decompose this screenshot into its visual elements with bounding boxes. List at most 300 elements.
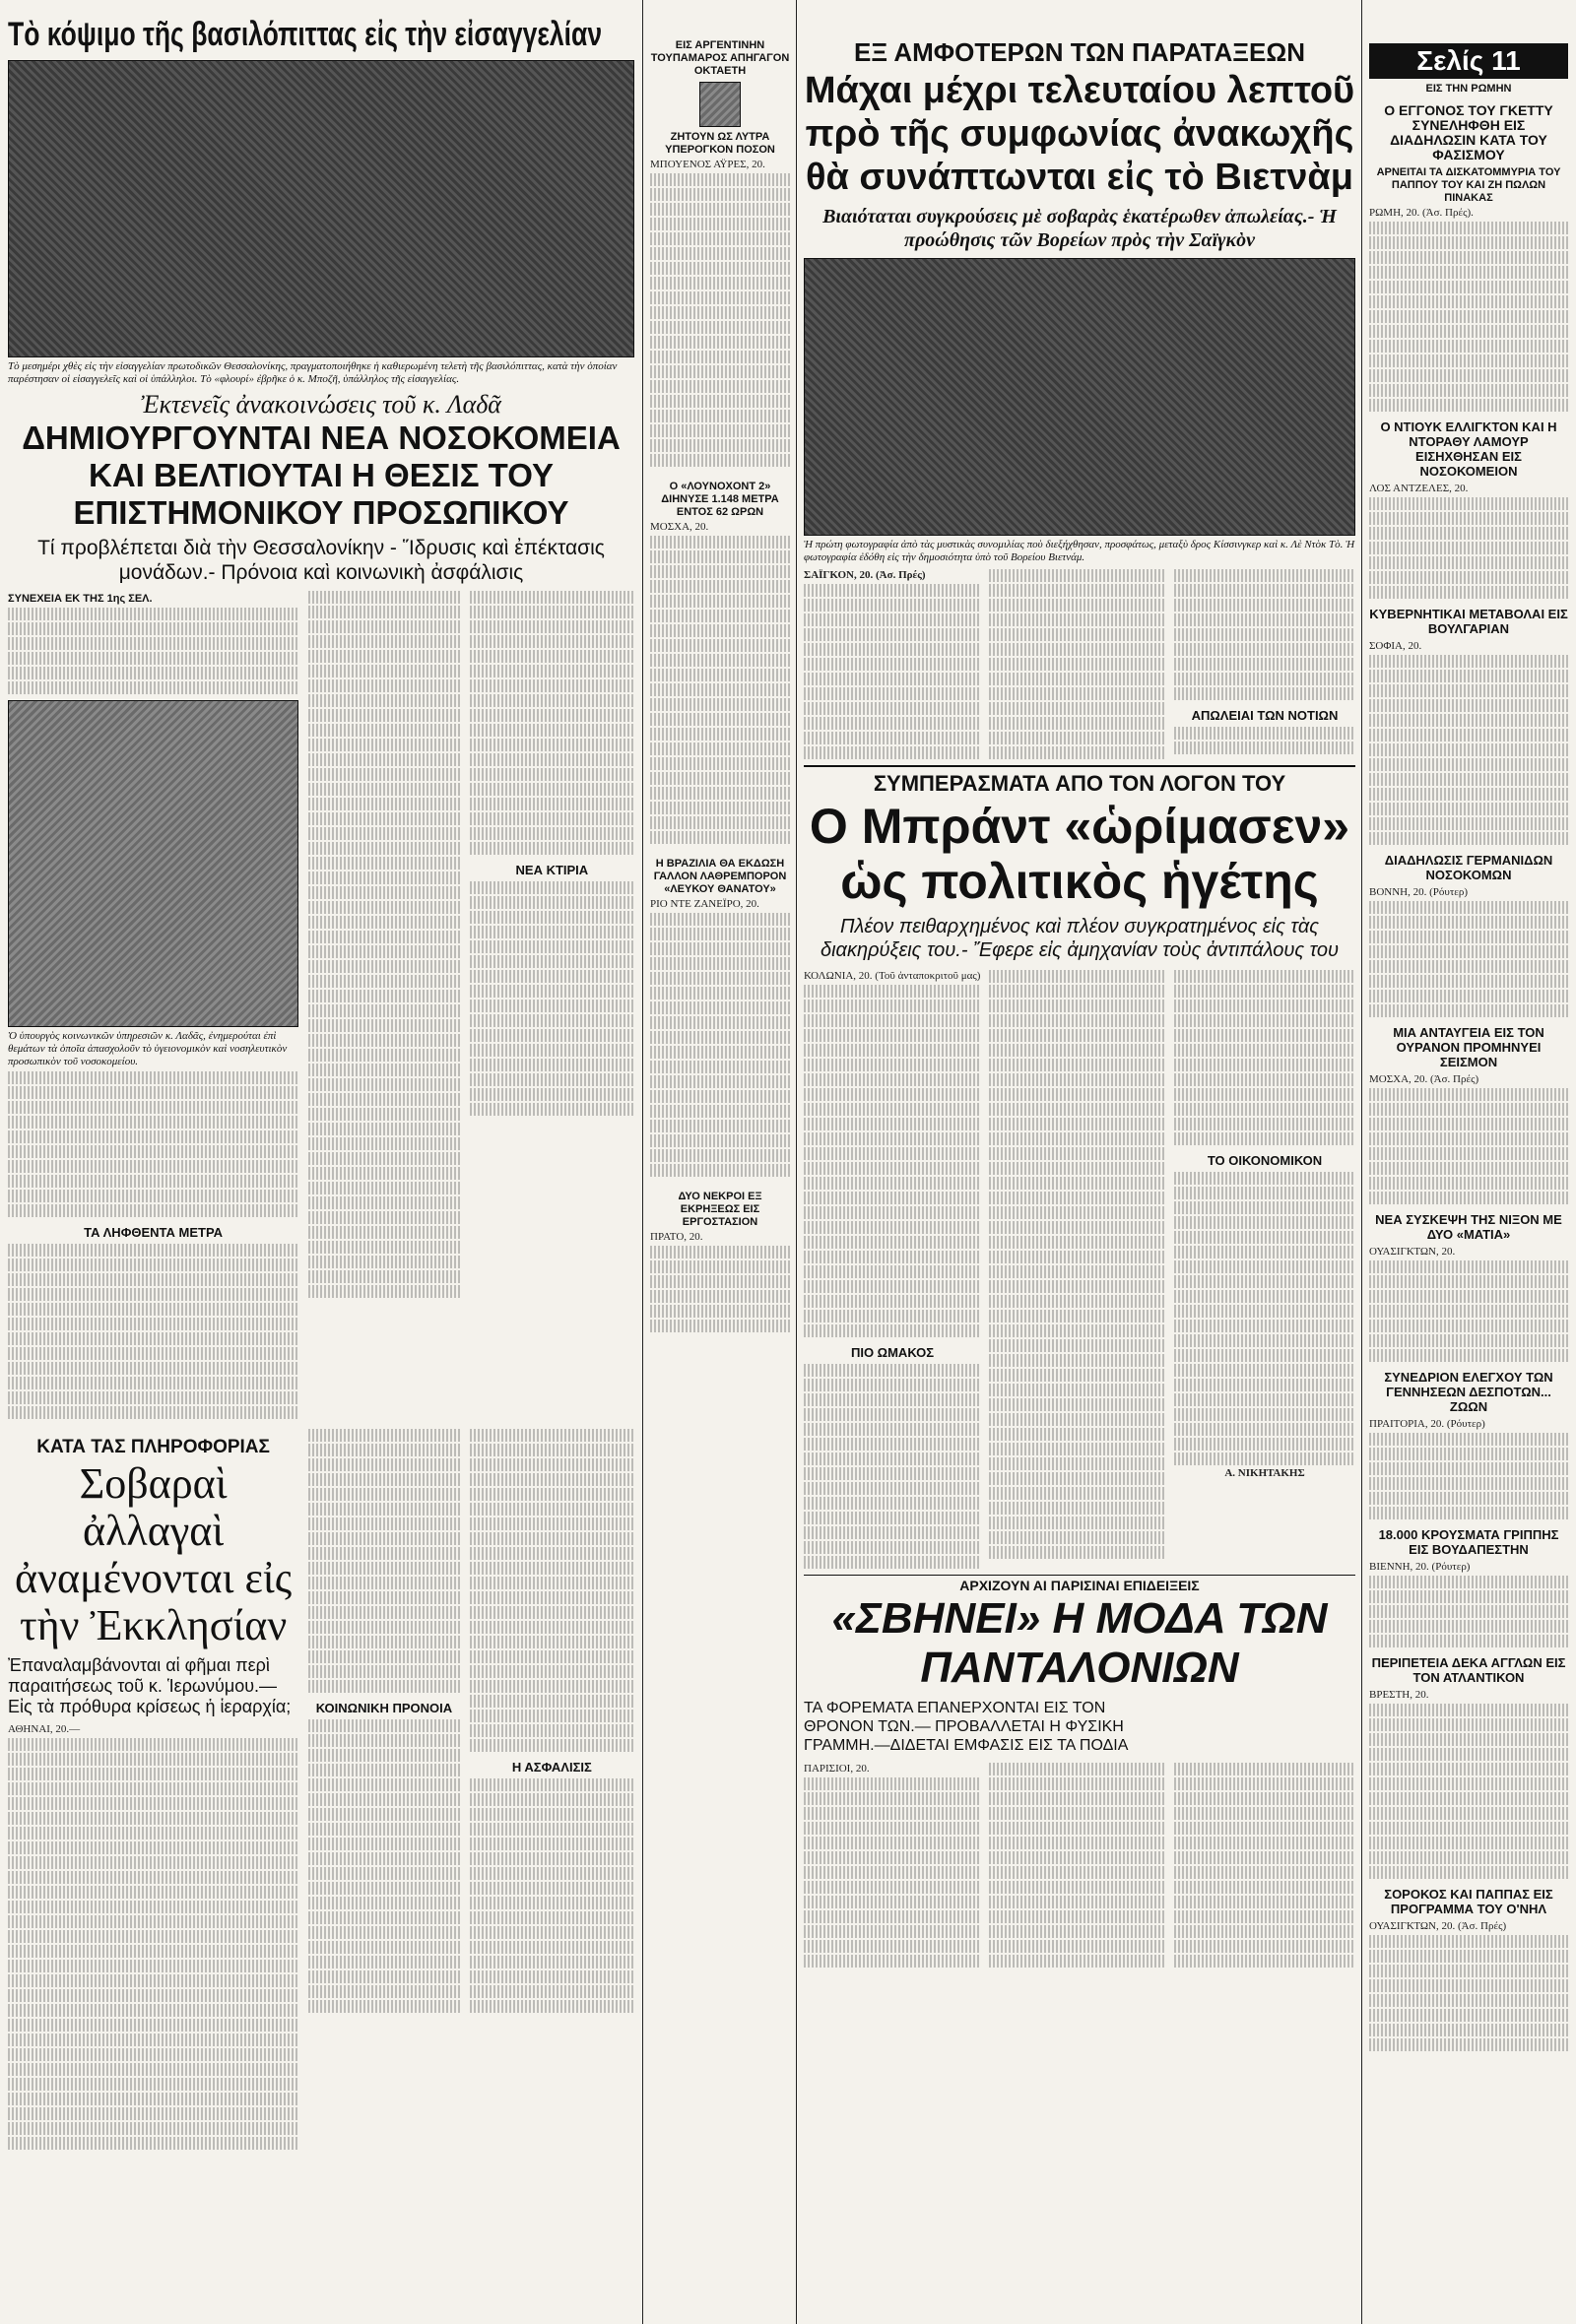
body-text-line: [1174, 1044, 1355, 1057]
body-text-line: [650, 351, 790, 363]
body-text-line: [650, 1134, 790, 1147]
body-text-line: [650, 728, 790, 741]
body-text-line: [1174, 1103, 1355, 1116]
body-text-line: [308, 1196, 460, 1209]
body-text-line: [470, 606, 634, 618]
body-text-line: [8, 1827, 298, 1840]
body-text-line: [8, 1259, 298, 1271]
body-text-line: [1369, 1866, 1568, 1879]
body-text-line: [8, 1989, 298, 2002]
flu-headline: 18.000 ΚΡΟΥΣΜΑΤΑ ΓΡΙΠΠΗΣ ΕΙΣ ΒΟΥΔΑΠΕΣΤΗΝ: [1378, 1527, 1559, 1557]
body-text-line: [804, 1925, 981, 1938]
body-text-line: [650, 1061, 790, 1073]
body-text-line: [1174, 1260, 1355, 1273]
body-text-line: [1174, 1231, 1355, 1244]
body-text-line: [989, 1502, 1166, 1515]
body-text-line: [650, 802, 790, 814]
body-text-line: [989, 687, 1166, 700]
body-text-line: [308, 798, 460, 810]
body-text-line: [804, 1408, 981, 1421]
flu-dateline: ΒΙΕΝΝΗ, 20. (Ρόυτερ): [1369, 1561, 1471, 1573]
body-text-line: [1174, 1334, 1355, 1347]
body-text-line: [308, 1749, 460, 1762]
south-losses-subhead: ΑΠΩΛΕΙΑΙ ΤΩΝ ΝΟΤΙΩΝ: [1191, 708, 1339, 723]
body-text-line: [650, 1260, 790, 1273]
body-text-line: [8, 1175, 298, 1188]
fashion-deck: ΤΑ ΦΟΡΕΜΑΤΑ ΕΠΑΝΕΡΧΟΝΤΑΙ ΕΙΣ ΤΟΝ ΘΡΟΝΟΝ ΤΩΝ.— ΠΡΟΒΑΛΛΕΤΑΙ Η ΦΥΣΙΚΗ ΓΡΑΜΜΗ.—ΔΙΔΕΤΑΙ ΕΜΦΑΣΙΣ ΕΙΣ ΤΑ ΠΟΔΙΑ: [804, 1700, 1129, 1754]
body-text-line: [1369, 236, 1568, 249]
body-text-line: [470, 1650, 634, 1663]
body-text-line: [470, 985, 634, 998]
body-text-line: [804, 732, 981, 744]
body-text-line: [650, 580, 790, 593]
body-text-line: [1369, 1822, 1568, 1835]
body-text-line: [308, 1004, 460, 1017]
body-text-line: [989, 1088, 1166, 1101]
bulgaria-dateline: ΣΟΦΙΑ, 20.: [1369, 640, 1422, 652]
body-text-line: [804, 1251, 981, 1263]
body-text-line: [308, 1956, 460, 1969]
body-text-line: [804, 1103, 981, 1116]
body-text-line: [308, 1473, 460, 1486]
body-text-line: [804, 1807, 981, 1820]
body-text-line: [804, 1837, 981, 1849]
body-text-line: [1369, 1748, 1568, 1761]
body-text-line: [1369, 1635, 1568, 1647]
body-text-line: [470, 635, 634, 648]
body-text-line: [989, 702, 1166, 715]
body-text-line: [1174, 1132, 1355, 1145]
body-text-line: [989, 1147, 1166, 1160]
body-text-line: [308, 1764, 460, 1776]
body-text-line: [650, 410, 790, 422]
body-text-line: [8, 1288, 298, 1301]
body-text-line: [804, 1236, 981, 1249]
body-text-line: [308, 931, 460, 943]
body-text-line: [8, 2107, 298, 2120]
body-text-line: [1369, 1477, 1568, 1490]
body-text-line: [804, 1482, 981, 1495]
body-text-line: [470, 665, 634, 678]
body-text-line: [1369, 714, 1568, 727]
body-text-line: [650, 550, 790, 563]
body-text-line: [308, 842, 460, 855]
body-text-line: [8, 681, 298, 694]
brazil-dateline: ΡΙΟ ΝΤΕ ΖΑΝΕΪΡΟ, 20.: [650, 898, 759, 910]
body-text-line: [989, 1265, 1166, 1278]
body-text-line: [804, 717, 981, 730]
body-text-line: [470, 1665, 634, 1678]
body-text-line: [650, 1305, 790, 1318]
body-text-line: [8, 1362, 298, 1375]
body-text-line: [308, 591, 460, 604]
body-text-line: [308, 1867, 460, 1880]
atlantic-dateline: ΒΡΕΣΤΗ, 20.: [1369, 1689, 1429, 1701]
body-text-line: [1174, 643, 1355, 656]
body-text-line: [1369, 1605, 1568, 1618]
body-text-line: [308, 635, 460, 648]
body-text-line: [650, 218, 790, 230]
body-text-line: [1369, 1260, 1568, 1273]
body-text-line: [650, 595, 790, 608]
body-text-line: [804, 1792, 981, 1805]
body-text-line: [1174, 1851, 1355, 1864]
body-text-line: [804, 1265, 981, 1278]
body-text-line: [804, 1777, 981, 1790]
body-text-line: [1369, 1763, 1568, 1775]
body-text-line: [1369, 975, 1568, 988]
body-text-line: [989, 658, 1166, 671]
body-text-line: [804, 628, 981, 641]
body-text-line: [989, 1428, 1166, 1441]
body-text-line: [989, 1103, 1166, 1116]
body-text-line: [308, 2000, 460, 2013]
body-text-line: [8, 1204, 298, 1217]
body-text-line: [308, 1926, 460, 1939]
body-text-line: [308, 1049, 460, 1062]
body-text-line: [8, 2063, 298, 2076]
body-text-line: [650, 565, 790, 578]
body-text-line: [804, 1556, 981, 1569]
body-text-line: [308, 1985, 460, 1998]
insurance-subhead: Η ΑΣΦΑΛΙΣΙΣ: [511, 1760, 592, 1775]
body-text-line: [470, 1695, 634, 1708]
getty-headline: Ο ΕΓΓΟΝΟΣ ΤΟΥ ΓΚΕΤΤΥ ΣΥΝΕΛΗΦΘΗ ΕΙΣ ΔΙΑΔΗΛΩΣΙΝ ΚΑΤΑ ΤΟΥ ΦΑΣΙΣΜΟΥ: [1384, 102, 1553, 162]
body-text-line: [1174, 1837, 1355, 1849]
body-text-line: [470, 1429, 634, 1442]
body-text-line: [308, 1532, 460, 1545]
body-text-line: [470, 1621, 634, 1634]
body-text-line: [8, 2093, 298, 2105]
body-text-line: [470, 1073, 634, 1086]
body-text-line: [804, 1541, 981, 1554]
body-text-line: [989, 1398, 1166, 1411]
body-text-line: [308, 1591, 460, 1604]
body-text-line: [1369, 1965, 1568, 1977]
body-text-line: [470, 1838, 634, 1850]
body-text-line: [1369, 916, 1568, 929]
continued-label: ΣΥΝΕΧΕΙΑ ΕΚ ΤΗΣ 1ης ΣΕΛ.: [8, 593, 153, 606]
body-text-line: [804, 1206, 981, 1219]
body-text-line: [989, 1029, 1166, 1042]
body-text-line: [804, 658, 981, 671]
body-text-line: [308, 1680, 460, 1693]
body-text-line: [650, 306, 790, 319]
body-text-line: [989, 1777, 1166, 1790]
body-text-line: [1174, 1955, 1355, 1968]
animal-births-dateline: ΠΡΑΙΤΟΡΙΑ, 20. (Ρόυτερ): [1369, 1418, 1485, 1430]
body-text-line: [470, 1103, 634, 1116]
body-text-line: [8, 637, 298, 650]
page-number-label: Σελίς 11: [1369, 43, 1568, 79]
body-text-line: [804, 1423, 981, 1436]
body-text-line: [1369, 571, 1568, 584]
body-text-line: [8, 1190, 298, 1202]
body-text-line: [470, 1517, 634, 1530]
body-text-line: [1369, 1492, 1568, 1505]
column-rule: [642, 0, 643, 2324]
body-text-line: [650, 683, 790, 696]
body-text-line: [308, 1547, 460, 1560]
body-text-line: [8, 1841, 298, 1854]
argentina-dateline: ΜΠΟΥΕΝΟΣ ΑΫΡΕΣ, 20.: [650, 159, 765, 170]
body-text-line: [308, 1838, 460, 1850]
body-text-line: [308, 1226, 460, 1239]
body-text-line: [8, 1871, 298, 1884]
church-headline: Σοβαραὶ ἀλλαγαὶ ἀναμένονται εἰς τὴν Ἐκκλησίαν: [15, 1459, 293, 1650]
body-text-line: [1369, 990, 1568, 1002]
body-text-line: [470, 812, 634, 825]
body-text-line: [650, 654, 790, 667]
brandt-byline: Α. ΝΙΚΗΤΑΚΗΣ: [1224, 1467, 1305, 1479]
body-text-line: [470, 1044, 634, 1057]
body-text-line: [804, 1310, 981, 1323]
body-text-line: [1369, 355, 1568, 367]
body-text-line: [989, 746, 1166, 759]
body-text-line: [308, 1285, 460, 1298]
body-text-line: [1174, 1029, 1355, 1042]
body-text-line: [650, 380, 790, 393]
body-text-line: [650, 1275, 790, 1288]
body-text-line: [989, 1354, 1166, 1367]
body-text-line: [650, 1075, 790, 1088]
body-text-line: [650, 1149, 790, 1162]
body-text-line: [308, 650, 460, 663]
body-text-line: [1369, 788, 1568, 801]
body-text-line: [470, 1926, 634, 1939]
body-text-line: [470, 1503, 634, 1516]
body-text-line: [650, 365, 790, 378]
body-text-line: [1369, 1320, 1568, 1332]
body-text-line: [1369, 325, 1568, 338]
body-text-line: [1369, 699, 1568, 712]
body-text-line: [1369, 2024, 1568, 2036]
body-text-line: [650, 913, 790, 926]
body-text-line: [1174, 673, 1355, 685]
body-text-line: [989, 613, 1166, 626]
body-text-line: [804, 1147, 981, 1160]
body-text-line: [650, 321, 790, 334]
body-text-line: [650, 942, 790, 955]
fashion-kicker: ΑΡΧΙΖΟΥΝ ΑΙ ΠΑΡΙΣΙΝΑΙ ΕΠΙΔΕΙΞΕΙΣ: [959, 1578, 1200, 1593]
brandt-kicker: ΣΥΜΠΕΡΑΣΜΑΤΑ ΑΠΟ ΤΟΝ ΛΟΓΟΝ ΤΟΥ: [873, 771, 1286, 796]
body-text-line: [308, 1241, 460, 1254]
body-text-line: [989, 1251, 1166, 1263]
body-text-line: [8, 1273, 298, 1286]
body-text-line: [804, 1280, 981, 1293]
bulgaria-headline: ΚΥΒΕΡΝΗΤΙΚΑΙ ΜΕΤΑΒΟΛΑΙ ΕΙΣ ΒΟΥΛΓΑΡΙΑΝ: [1369, 607, 1568, 636]
body-text-line: [8, 1244, 298, 1257]
body-text-line: [1369, 266, 1568, 279]
body-text-line: [470, 724, 634, 737]
body-text-line: [1369, 1290, 1568, 1303]
body-text-line: [650, 816, 790, 829]
body-text-line: [1369, 1590, 1568, 1603]
body-text-line: [470, 896, 634, 909]
body-text-line: [308, 1882, 460, 1895]
body-text-line: [804, 1177, 981, 1190]
body-text-line: [989, 1162, 1166, 1175]
body-text-line: [1369, 1177, 1568, 1190]
body-text-line: [308, 1256, 460, 1268]
body-text-line: [804, 1029, 981, 1042]
body-text-line: [989, 1384, 1166, 1396]
body-text-line: [804, 1881, 981, 1894]
nixon-dateline: ΟΥΑΣΙΓΚΤΩΝ, 20.: [1369, 1246, 1456, 1258]
body-text-line: [308, 1458, 460, 1471]
body-text-line: [989, 717, 1166, 730]
basilopitta-headline: Τὸ κόψιμο τῆς βασιλόπιττας εἰς τὴν εἰσαγγελίαν: [8, 16, 603, 53]
body-text-line: [1174, 1910, 1355, 1923]
body-text-line: [650, 669, 790, 681]
body-text-line: [650, 424, 790, 437]
body-text-line: [308, 901, 460, 914]
body-text-line: [1369, 773, 1568, 786]
body-text-line: [989, 569, 1166, 582]
body-text-line: [650, 247, 790, 260]
body-text-line: [308, 990, 460, 1002]
body-text-line: [1369, 586, 1568, 599]
body-text-line: [1174, 1088, 1355, 1101]
body-text-line: [650, 987, 790, 1000]
body-text-line: [804, 1467, 981, 1480]
body-text-line: [1174, 658, 1355, 671]
body-text-line: [8, 1130, 298, 1143]
body-text-line: [1174, 1896, 1355, 1908]
body-text-line: [8, 1782, 298, 1795]
body-text-line: [8, 667, 298, 679]
body-text-line: [470, 911, 634, 924]
body-text-line: [8, 608, 298, 620]
body-text-line: [470, 827, 634, 840]
body-text-line: [470, 2000, 634, 2013]
body-text-line: [1369, 1103, 1568, 1116]
body-text-line: [804, 746, 981, 759]
body-text-line: [1369, 281, 1568, 293]
body-text-line: [804, 1192, 981, 1204]
body-text-line: [989, 599, 1166, 612]
body-text-line: [470, 798, 634, 810]
body-text-line: [804, 1512, 981, 1524]
body-text-line: [1369, 832, 1568, 845]
body-text-line: [1369, 1192, 1568, 1204]
body-text-line: [989, 1851, 1166, 1864]
body-text-line: [989, 1487, 1166, 1500]
body-text-line: [308, 783, 460, 796]
body-text-line: [470, 1473, 634, 1486]
vietnam-photo: [804, 258, 1355, 536]
body-text-line: [308, 620, 460, 633]
brandt-headline: Ο Μπράντ «ὡρίμασεν» ὡς πολιτικὸς ἡγέτης: [809, 799, 1350, 909]
body-text-line: [650, 928, 790, 940]
body-text-line: [804, 673, 981, 685]
body-text-line: [8, 1901, 298, 1913]
body-text-line: [989, 1192, 1166, 1204]
body-text-line: [650, 1290, 790, 1303]
body-text-line: [650, 536, 790, 549]
body-text-line: [989, 1236, 1166, 1249]
fashion-headline: «ΣΒΗΝΕΙ» Η ΜΟΔΑ ΤΩΝ ΠΑΝΤΑΛΟΝΙΩΝ: [831, 1594, 1328, 1692]
body-text-line: [8, 1318, 298, 1330]
body-text-line: [1174, 1393, 1355, 1406]
body-text-line: [1369, 2038, 1568, 2051]
body-text-line: [1174, 1423, 1355, 1436]
body-text-line: [1369, 1004, 1568, 1017]
body-text-line: [470, 1897, 634, 1909]
body-text-line: [308, 1897, 460, 1909]
body-text-line: [308, 1019, 460, 1032]
body-text-line: [308, 1941, 460, 1954]
body-text-line: [650, 772, 790, 785]
measures-subhead: ΤΑ ΛΗΦΘΕΝΤΑ ΜΕΤΡΑ: [84, 1225, 224, 1241]
body-text-line: [1369, 945, 1568, 958]
body-text-line: [470, 1823, 634, 1836]
body-text-line: [1369, 497, 1568, 510]
body-text-line: [804, 985, 981, 998]
body-text-line: [308, 872, 460, 884]
body-text-line: [8, 1377, 298, 1389]
body-text-line: [308, 1911, 460, 1924]
body-text-line: [470, 591, 634, 604]
body-text-line: [308, 1562, 460, 1575]
body-text-line: [804, 643, 981, 656]
body-text-line: [470, 768, 634, 781]
body-text-line: [989, 1339, 1166, 1352]
body-text-line: [989, 1000, 1166, 1012]
body-text-line: [989, 1546, 1166, 1559]
body-text-line: [989, 1014, 1166, 1027]
body-text-line: [1369, 1305, 1568, 1318]
body-text-line: [470, 1778, 634, 1791]
body-text-line: [1174, 628, 1355, 641]
economy-subhead: ΤΟ ΟΙΚΟΝΟΜΙΚΟΝ: [1207, 1153, 1323, 1168]
body-text-line: [650, 454, 790, 467]
body-text-line: [8, 1071, 298, 1084]
body-text-line: [1369, 527, 1568, 540]
body-text-line: [8, 1738, 298, 1751]
body-text-line: [470, 753, 634, 766]
body-text-line: [470, 1956, 634, 1969]
basilopitta-photo: [8, 60, 634, 357]
body-text-line: [308, 1734, 460, 1747]
body-text-line: [650, 787, 790, 800]
body-text-line: [470, 1680, 634, 1693]
body-text-line: [989, 1118, 1166, 1130]
body-text-line: [8, 1930, 298, 1943]
body-text-line: [989, 1177, 1166, 1190]
body-text-line: [650, 1090, 790, 1103]
welfare-subhead: ΚΟΙΝΩΝΙΚΗ ΠΡΟΝΟΙΑ: [315, 1701, 453, 1716]
body-text-line: [650, 831, 790, 844]
body-text-line: [470, 739, 634, 751]
body-text-line: [470, 1029, 634, 1042]
body-text-line: [989, 1132, 1166, 1145]
body-text-line: [470, 620, 634, 633]
body-text-line: [308, 1636, 460, 1648]
body-text-line: [650, 1246, 790, 1259]
body-text-line: [1174, 1408, 1355, 1421]
body-text-line: [8, 2019, 298, 2032]
body-text-line: [1369, 1088, 1568, 1101]
body-text-line: [650, 203, 790, 216]
body-text-line: [989, 1280, 1166, 1293]
body-text-line: [1174, 584, 1355, 597]
body-text-line: [650, 173, 790, 186]
body-text-line: [650, 277, 790, 290]
body-text-line: [1369, 960, 1568, 973]
body-text-line: [989, 1866, 1166, 1879]
body-text-line: [989, 1044, 1166, 1057]
